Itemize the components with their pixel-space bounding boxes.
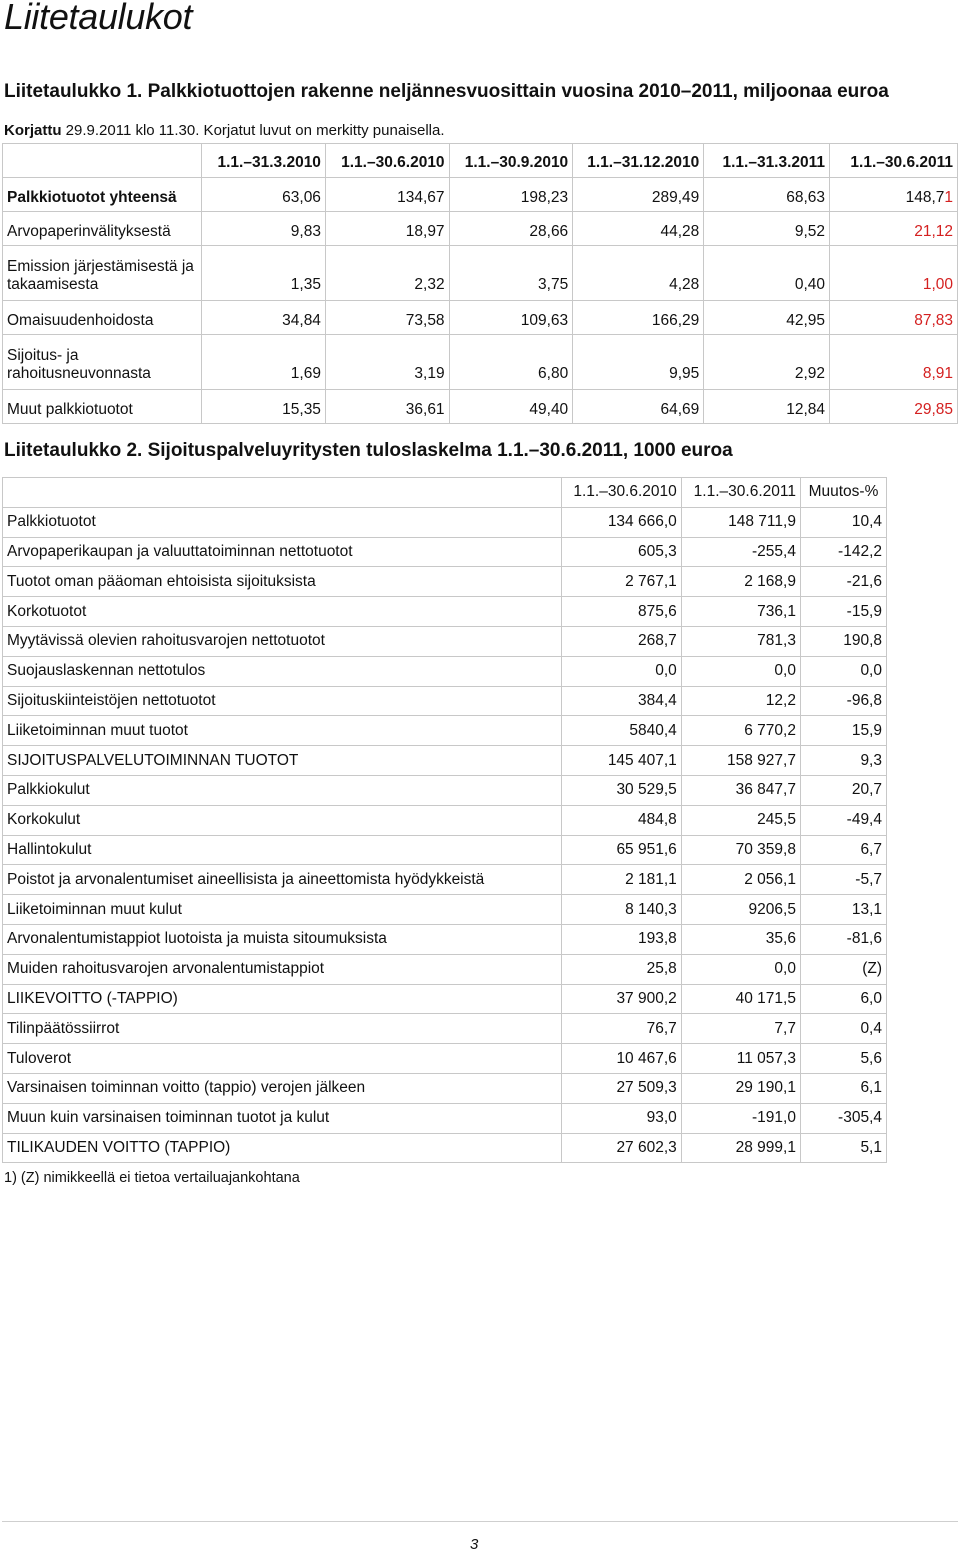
table2-value-cell: 20,7 [800,775,886,805]
table2-value-cell: 28 999,1 [681,1133,800,1163]
table1-value-corrected-part: 1 [944,189,953,206]
table2-value-cell: 93,0 [561,1103,681,1133]
table1-value-cell: 18,97 [325,212,449,246]
table2-value-cell: 484,8 [561,805,681,835]
table2-value-cell: 0,0 [800,656,886,686]
table1-value-cell: 2,32 [325,246,449,301]
table2-value-cell: 70 359,8 [681,835,800,865]
table2-row [3,954,887,984]
table2-value-cell: 35,6 [681,924,800,954]
table2-value-cell: 15,9 [800,716,886,746]
table2-value-cell: 65 951,6 [561,835,681,865]
table1-value-cell: 42,95 [704,301,830,335]
page-number: 3 [470,1536,479,1553]
table2-value-cell: -305,4 [800,1103,886,1133]
table1-value-corrected-part: 29,85 [914,401,953,418]
table2-row-label: Muiden rahoitusvarojen arvonalentumistappiot [3,954,562,984]
table1-header-corner [3,144,202,178]
correction-note [4,122,445,139]
table2-row-label: Liiketoiminnan muut kulut [3,895,562,925]
table2-row [3,686,887,716]
table1-row-label: Palkkiotuotot yhteensä [3,178,202,212]
table1-value-cell: 49,40 [449,390,573,424]
table2-value-cell: 10 467,6 [561,1044,681,1074]
table2-value-cell: -81,6 [800,924,886,954]
table1-value-cell: 166,29 [573,301,704,335]
table2-row [3,1103,887,1133]
table2-row [3,984,887,1014]
table1-title: Liitetaulukko 1. Palkkiotuottojen rakenne neljännesvuosittain vuosina 2010–2011, miljoonaa euroa [4,81,889,102]
table1-value-cell: 3,75 [449,246,573,301]
table2-value-cell: -15,9 [800,597,886,627]
table2-row [3,1073,887,1103]
table2-row [3,835,887,865]
table2-row-label: Palkkiokulut [3,775,562,805]
table2-value-cell: 190,8 [800,626,886,656]
table2-row-label: Liiketoiminnan muut tuotot [3,716,562,746]
table2-value-cell: 6,0 [800,984,886,1014]
table1-corrected-value-cell [830,178,958,212]
table1-value-cell: 289,49 [573,178,704,212]
table1-row-label: Muut palkkiotuotot [3,390,202,424]
table2-value-cell: 27 509,3 [561,1073,681,1103]
table2-value-cell: 25,8 [561,954,681,984]
table2-row [3,507,887,537]
table1-value-cell: 9,52 [704,212,830,246]
table1-value-cell: 44,28 [573,212,704,246]
table2-value-cell: 10,4 [800,507,886,537]
table2-value-cell: 134 666,0 [561,507,681,537]
table1-corrected-value-cell [830,246,958,301]
table2-row [3,716,887,746]
table2-row-label: Suojauslaskennan nettotulos [3,656,562,686]
table2-row-label: Korkokulut [3,805,562,835]
table2-value-cell: 245,5 [681,805,800,835]
table1-value-cell: 28,66 [449,212,573,246]
table2-row-label: TILIKAUDEN VOITTO (TAPPIO) [3,1133,562,1163]
table2-row [3,656,887,686]
table1-corrected-value-cell [830,335,958,390]
table1-column-header: 1.1.–30.6.2010 [325,144,449,178]
table1-value-unchanged-part: 148,7 [905,189,945,206]
table1-value-corrected-part: 21,12 [914,223,953,240]
table2-value-cell: 193,8 [561,924,681,954]
table2-value-cell: 781,3 [681,626,800,656]
table1-value-cell: 36,61 [325,390,449,424]
table2-value-cell: (Z) [800,954,886,984]
table2-value-cell: -96,8 [800,686,886,716]
table2-row-label: Korkotuotot [3,597,562,627]
table2-row [3,1044,887,1074]
table1-value-cell: 2,92 [704,335,830,390]
table1-row [3,390,958,424]
table1-value-cell: 34,84 [202,301,326,335]
table1-value-cell: 68,63 [704,178,830,212]
table1-column-header: 1.1.–31.12.2010 [573,144,704,178]
table2-row [3,597,887,627]
table1-value-cell: 0,40 [704,246,830,301]
table1-corrected-value-cell [830,212,958,246]
table2-row-label: Sijoituskiinteistöjen nettotuotot [3,686,562,716]
table1-row [3,246,958,301]
table2-value-cell: 37 900,2 [561,984,681,1014]
table2-value-cell: -142,2 [800,537,886,567]
table2-value-cell: 145 407,1 [561,746,681,776]
table2-income-statement [2,477,887,1163]
table2-value-cell: 0,0 [561,656,681,686]
table2-row [3,805,887,835]
table1-header-row [3,144,958,178]
table1-corrected-value-cell [830,390,958,424]
table1-value-corrected-part: 1,00 [922,276,953,293]
table2-value-cell: 11 057,3 [681,1044,800,1074]
footer-divider [2,1521,958,1522]
table1-value-cell: 63,06 [202,178,326,212]
table2-value-cell: 0,0 [681,954,800,984]
table2-value-cell: 12,2 [681,686,800,716]
table2-row-label: LIIKEVOITTO (-TAPPIO) [3,984,562,1014]
table2-value-cell: 40 171,5 [681,984,800,1014]
table2-row-label: Tuotot oman pääoman ehtoisista sijoituksista [3,567,562,597]
table2-row-label: Muun kuin varsinaisen toiminnan tuotot ja kulut [3,1103,562,1133]
table2-value-cell: 13,1 [800,895,886,925]
table1-value-cell: 6,80 [449,335,573,390]
table1-row-label: Emission järjestämisestä ja takaamisesta [3,246,202,301]
table2-value-cell: 0,4 [800,1014,886,1044]
table1-value-cell: 9,83 [202,212,326,246]
table2-column-header: 1.1.–30.6.2010 [561,478,681,508]
table2-value-cell: 158 927,7 [681,746,800,776]
table2-value-cell: 384,4 [561,686,681,716]
table1-value-cell: 134,67 [325,178,449,212]
table1-row-label: Sijoitus- ja rahoitusneuvonnasta [3,335,202,390]
table1-column-header: 1.1.–31.3.2011 [704,144,830,178]
page-title: Liitetaulukot [4,0,193,37]
table2-row [3,746,887,776]
table2-value-cell: 605,3 [561,537,681,567]
table2-value-cell: -21,6 [800,567,886,597]
table2-column-header: Muutos-% [800,478,886,508]
table2-row [3,1014,887,1044]
table2-value-cell: 76,7 [561,1014,681,1044]
table2-value-cell: -255,4 [681,537,800,567]
table1-corrected-value-cell [830,301,958,335]
table1-value-cell: 15,35 [202,390,326,424]
table2-value-cell: 6,1 [800,1073,886,1103]
table2-value-cell: 30 529,5 [561,775,681,805]
table2-value-cell: 5840,4 [561,716,681,746]
table2-row [3,537,887,567]
table1-value-corrected-part: 87,83 [914,312,953,329]
table1-column-header: 1.1.–30.6.2011 [830,144,958,178]
table1-row [3,335,958,390]
correction-note-text: 29.9.2011 klo 11.30. Korjatut luvut on merkitty punaisella. [65,122,445,139]
table1-value-cell: 64,69 [573,390,704,424]
table2-value-cell: -49,4 [800,805,886,835]
table2-row [3,865,887,895]
table2-value-cell: 9206,5 [681,895,800,925]
table1-value-cell: 1,69 [202,335,326,390]
table2-row [3,895,887,925]
table2-title: Liitetaulukko 2. Sijoituspalveluyritysten tuloslaskelma 1.1.–30.6.2011, 1000 euroa [4,440,733,461]
table2-column-header: 1.1.–30.6.2011 [681,478,800,508]
table2-value-cell: 36 847,7 [681,775,800,805]
table2-row-label: Tuloverot [3,1044,562,1074]
table2-row-label: Tilinpäätössiirrot [3,1014,562,1044]
table2-row-label: Poistot ja arvonalentumiset aineellisista ja aineettomista hyödykkeistä [3,865,562,895]
table1-row [3,212,958,246]
table2-row-label: Myytävissä olevien rahoitusvarojen nettotuotot [3,626,562,656]
table1-value-cell: 3,19 [325,335,449,390]
table1-value-corrected-part: 8,91 [922,365,953,382]
table1-row-label: Arvopaperinvälityksestä [3,212,202,246]
table1-column-header: 1.1.–31.3.2010 [202,144,326,178]
table2-value-cell: 6 770,2 [681,716,800,746]
table2-row-label: SIJOITUSPALVELUTOIMINNAN TUOTOT [3,746,562,776]
table1-value-cell: 9,95 [573,335,704,390]
table2-value-cell: 148 711,9 [681,507,800,537]
table2-value-cell: 2 181,1 [561,865,681,895]
table1-row [3,301,958,335]
table1-row [3,178,958,212]
table2-row-label: Arvonalentumistappiot luotoista ja muista sitoumuksista [3,924,562,954]
table2-value-cell: 5,1 [800,1133,886,1163]
table1-row-label: Omaisuudenhoidosta [3,301,202,335]
table2-row [3,567,887,597]
table2-value-cell: 2 168,9 [681,567,800,597]
table1-value-cell: 109,63 [449,301,573,335]
table2-value-cell: 5,6 [800,1044,886,1074]
table2-row-label: Varsinaisen toiminnan voitto (tappio) verojen jälkeen [3,1073,562,1103]
table2-value-cell: 6,7 [800,835,886,865]
table2-row-label: Arvopaperikaupan ja valuuttatoiminnan nettotuotot [3,537,562,567]
table2-value-cell: 875,6 [561,597,681,627]
table2-value-cell: 736,1 [681,597,800,627]
table1-value-cell: 12,84 [704,390,830,424]
table1-value-cell: 1,35 [202,246,326,301]
footnote: 1) (Z) nimikkeellä ei tietoa vertailuajankohtana [4,1170,300,1186]
table2-value-cell: -5,7 [800,865,886,895]
table1-fee-income-structure [2,143,958,424]
table1-column-header: 1.1.–30.9.2010 [449,144,573,178]
table1-value-cell: 73,58 [325,301,449,335]
table2-value-cell: 0,0 [681,656,800,686]
table2-value-cell: 9,3 [800,746,886,776]
table2-row [3,924,887,954]
table2-value-cell: 2 056,1 [681,865,800,895]
table2-row [3,626,887,656]
table2-value-cell: 2 767,1 [561,567,681,597]
table2-value-cell: -191,0 [681,1103,800,1133]
table2-row [3,1133,887,1163]
table2-value-cell: 8 140,3 [561,895,681,925]
table2-row-label: Hallintokulut [3,835,562,865]
table1-value-cell: 4,28 [573,246,704,301]
table1-value-cell: 198,23 [449,178,573,212]
table2-value-cell: 268,7 [561,626,681,656]
correction-note-label: Korjattu [4,122,62,139]
table2-header-row [3,478,887,508]
table2-row [3,775,887,805]
table2-row-label: Palkkiotuotot [3,507,562,537]
table2-header-corner [3,478,562,508]
table2-value-cell: 29 190,1 [681,1073,800,1103]
table2-value-cell: 7,7 [681,1014,800,1044]
table2-value-cell: 27 602,3 [561,1133,681,1163]
